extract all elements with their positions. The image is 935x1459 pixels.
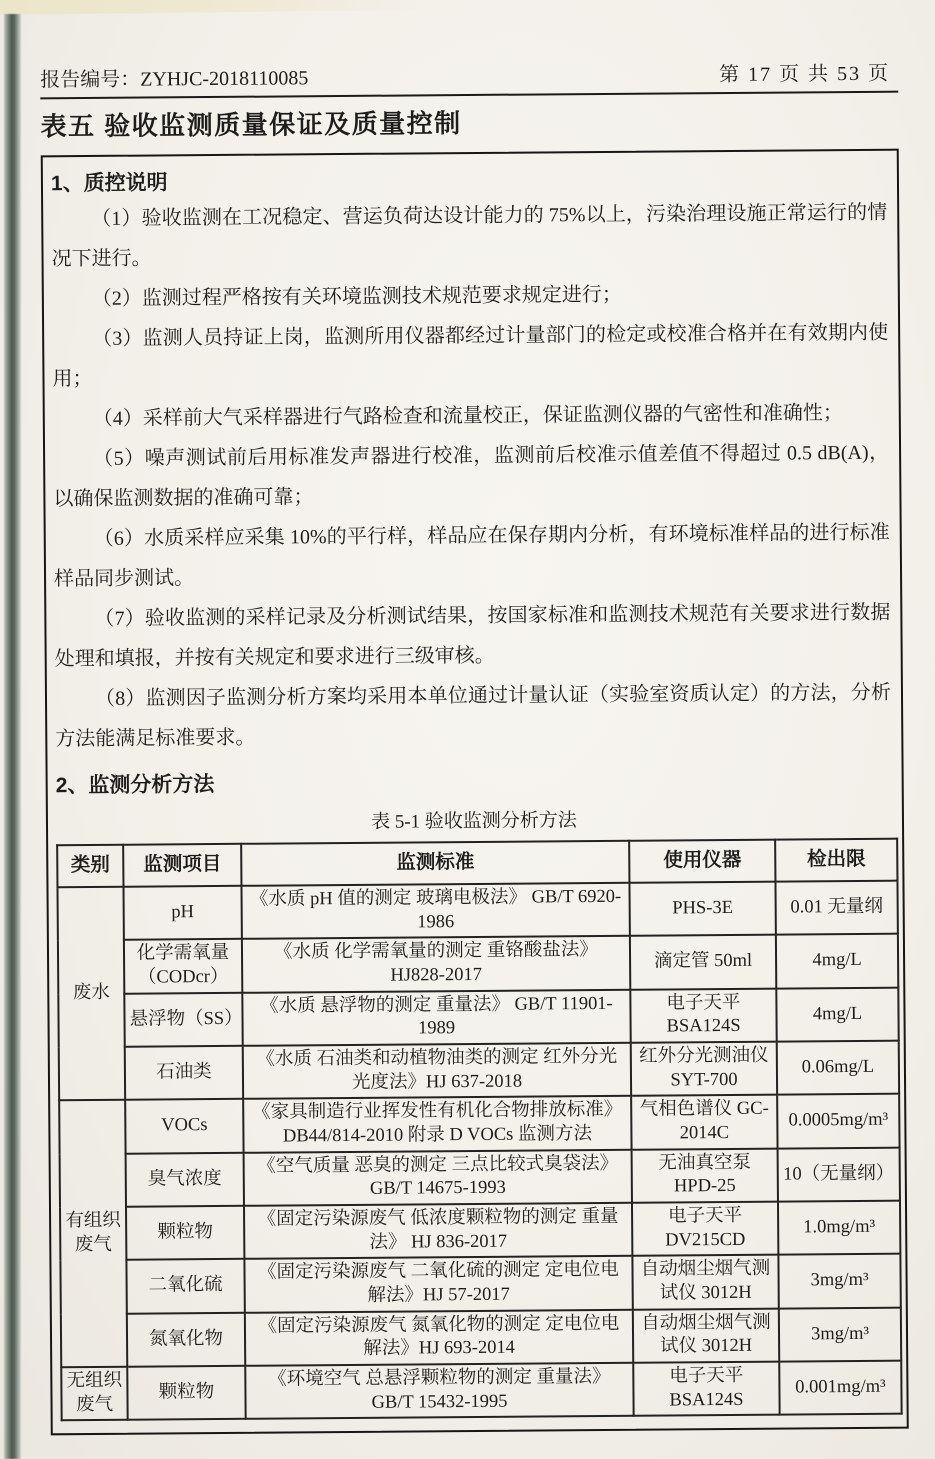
item-cell: 悬浮物（SS）	[124, 992, 242, 1046]
methods-section-heading: 2、监测分析方法	[55, 773, 215, 798]
standard-cell: 《固定污染源废气 低浓度颗粒物的测定 重量法》 HJ 836-2017	[244, 1203, 632, 1259]
limit-cell: 3mg/m³	[779, 1307, 901, 1361]
page-content	[40, 57, 909, 1436]
table-row	[57, 881, 897, 941]
qc-item-7: （7）验收监测的采样记录及分析测试结果，按国家标准和监测技术规范有关要求进行数据处理和填报，并按有关规定和要求进行三级审核。	[54, 601, 891, 671]
instrument-cell: 电子天平 BSA124S	[630, 988, 776, 1042]
col-header-standard: 监测标准	[241, 841, 629, 886]
standard-cell: 《固定污染源废气 二氧化硫的测定 定电位电解法》HJ 57-2017	[244, 1256, 632, 1312]
report-number: 报告编号：ZYHJC-2018110085	[40, 67, 309, 92]
standard-cell: 《水质 石油类和动植物油类的测定 红外分光光度法》HJ 637-2018	[243, 1043, 631, 1099]
item-cell: 化学需氧量（CODcr）	[124, 939, 242, 993]
page-indicator: 第 17 页 共 53 页	[719, 62, 891, 87]
limit-cell: 0.01 无量纲	[775, 881, 897, 935]
category-cell-organized-exhaust: 有组织废气	[59, 1100, 127, 1367]
standard-cell: 《水质 pH 值的测定 玻璃电极法》 GB/T 6920-1986	[241, 883, 629, 939]
limit-cell: 4mg/L	[776, 987, 898, 1041]
limit-cell: 0.06mg/L	[777, 1041, 899, 1095]
limit-cell: 0.0005mg/m³	[777, 1094, 899, 1148]
instrument-cell: 电子天平 DV215CD	[632, 1202, 778, 1256]
table-row	[59, 1094, 899, 1154]
standard-cell: 《水质 化学需氧量的测定 重铬酸盐法》 HJ828-2017	[242, 936, 630, 992]
table-row	[60, 1201, 900, 1261]
limit-cell: 4mg/L	[776, 934, 898, 988]
instrument-cell: 自动烟尘烟气测试仪 3012H	[633, 1308, 779, 1362]
table-row	[61, 1361, 901, 1421]
table-row	[58, 987, 898, 1047]
page-header	[40, 57, 898, 95]
qc-item-4: （4）采样前大气采样器进行气路检查和流量校正，保证监测仪器的气密性和准确性；	[92, 402, 843, 430]
limit-cell: 10（无量纲）	[778, 1147, 900, 1201]
qc-item-3: （3）监测人员持证上岗，监测所用仪器都经过计量部门的检定或校准合格并在有效期内使用；	[52, 321, 889, 391]
item-cell: 颗粒物	[127, 1366, 245, 1420]
limit-cell: 3mg/m³	[778, 1254, 900, 1308]
qc-section-heading: 1、质控说明	[50, 171, 168, 196]
scan-page-edge	[0, 0, 430, 15]
table-row	[58, 934, 898, 994]
book-binding-strip	[4, 14, 21, 1459]
table-row	[60, 1254, 900, 1314]
instrument-cell: PHS-3E	[629, 882, 775, 936]
instrument-cell: 气相色谱仪 GC-2014C	[631, 1095, 777, 1149]
col-header-item: 监测项目	[123, 844, 241, 887]
limit-cell: 0.001mg/m³	[779, 1361, 901, 1415]
item-cell: pH	[123, 886, 241, 940]
category-cell-fugitive-exhaust: 无组织废气	[61, 1367, 127, 1421]
analysis-methods-table	[56, 838, 903, 1422]
limit-cell: 1.0mg/m³	[778, 1201, 900, 1255]
instrument-cell: 电子天平 BSA124S	[633, 1362, 779, 1416]
item-cell: 石油类	[125, 1046, 243, 1100]
instrument-cell: 自动烟尘烟气测试仪 3012H	[632, 1255, 778, 1309]
instrument-cell: 滴定管 50ml	[630, 935, 776, 989]
col-header-instrument: 使用仪器	[629, 840, 775, 883]
table-header-row	[57, 839, 897, 888]
standard-cell: 《空气质量 恶臭的测定 三点比较式臭袋法》 GB/T 14675-1993	[244, 1149, 632, 1205]
table-row	[61, 1307, 901, 1367]
instrument-cell: 红外分光测油仪 SYT-700	[631, 1042, 777, 1096]
page-title: 表五 验收监测质量保证及质量控制	[40, 108, 462, 142]
item-cell: 氮氧化物	[127, 1313, 245, 1367]
table-row	[59, 1041, 899, 1101]
qc-item-5: （5）噪声测试前后用标准发声器进行校准，监测前后校准示值差值不得超过 0.5 dB(A)，以确保监测数据的准确可靠；	[53, 441, 890, 511]
standard-cell: 《水质 悬浮物的测定 重量法》 GB/T 11901-1989	[242, 989, 630, 1045]
standard-cell: 《家具制造行业挥发性有机化合物排放标准》 DB44/814-2010 附录 D VOCs 监测方法	[243, 1096, 631, 1152]
item-cell: 臭气浓度	[126, 1153, 244, 1207]
category-cell-wastewater: 废水	[57, 887, 125, 1101]
standard-cell: 《环境空气 总悬浮颗粒物的测定 重量法》 GB/T 15432-1995	[245, 1363, 633, 1419]
qc-item-1: （1）验收监测在工况稳定、营运负荷达设计能力的 75%以上，污染治理设施正常运行的情况下进行。	[51, 201, 888, 271]
item-cell: 颗粒物	[126, 1206, 244, 1260]
standard-cell: 《固定污染源废气 氮氧化物的测定 定电位电解法》HJ 693-2014	[245, 1310, 633, 1366]
col-header-category: 类别	[57, 845, 123, 888]
item-cell: VOCs	[125, 1099, 243, 1153]
table-caption: 表 5-1 验收监测分析方法	[370, 810, 577, 833]
qc-item-8: （8）监测因子监测分析方案均采用本单位通过计量认证（实验室资质认定）的方法，分析方法能满足标准要求。	[55, 681, 892, 751]
instrument-cell: 无油真空泵 HPD-25	[632, 1148, 778, 1202]
content-box	[41, 149, 909, 1436]
qc-item-2: （2）监测过程严格按有关环境监测技术规范要求规定进行；	[91, 283, 622, 310]
col-header-limit: 检出限	[775, 839, 897, 882]
table-row	[60, 1147, 900, 1207]
qc-item-6: （6）水质采样应采集 10%的平行样，样品应在保存期内分析，有环境标准样品的进行标准样品同步测试。	[53, 521, 890, 591]
item-cell: 二氧化硫	[126, 1259, 244, 1313]
